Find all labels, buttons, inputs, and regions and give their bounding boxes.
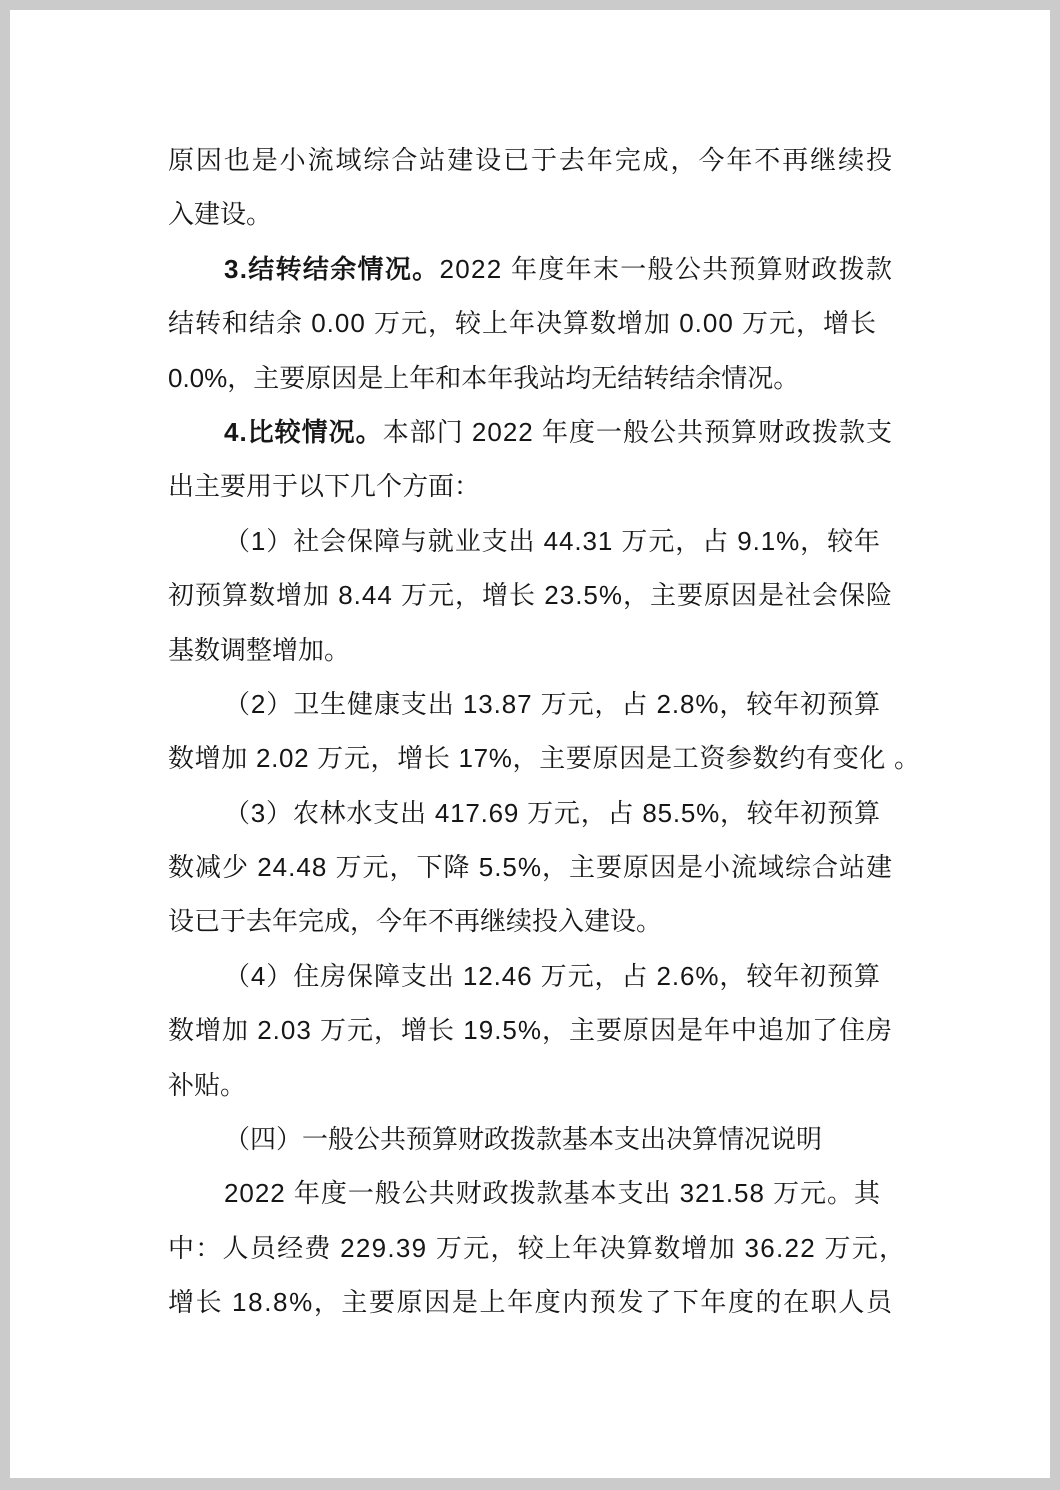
text-line — [168, 1166, 920, 1220]
text-line — [168, 840, 920, 894]
line-text: （4）住房保障支出 12.46 万元，占 2.6%，较年初预算 — [224, 960, 881, 991]
text-line — [168, 514, 920, 568]
section-heading: 4.比较情况。 — [224, 416, 383, 447]
line-text: 补贴。 — [168, 1069, 247, 1100]
text-line — [168, 949, 920, 1003]
text-line — [168, 242, 920, 296]
text-line — [168, 405, 920, 459]
paragraph — [168, 786, 920, 949]
text-line — [168, 894, 920, 948]
text-line — [168, 351, 920, 405]
text-line — [168, 1003, 920, 1057]
section-title — [168, 1112, 920, 1166]
text-line — [168, 1275, 920, 1329]
line-text: 基数调整增加。 — [168, 634, 351, 665]
paragraph — [168, 949, 920, 1112]
line-text: 初预算数增加 8.44 万元，增长 23.5%，主要原因是社会保险 — [168, 580, 893, 611]
line-text: 出主要用于以下几个方面： — [168, 471, 481, 502]
line-content — [224, 405, 893, 459]
line-text: 设已于去年完成，今年不再继续投入建设。 — [168, 906, 663, 937]
line-text: （3）农林水支出 417.69 万元，占 85.5%，较年初预算 — [224, 797, 881, 828]
paragraph — [168, 1166, 920, 1329]
text-line — [168, 187, 920, 241]
line-text: 入建设。 — [168, 199, 273, 230]
paragraph — [168, 677, 920, 786]
line-text: 数增加 2.03 万元，增长 19.5%，主要原因是年中追加了住房 — [168, 1015, 893, 1046]
document-body — [168, 133, 920, 1330]
text-line — [168, 1221, 920, 1275]
line-text: （1）社会保障与就业支出 44.31 万元，占 9.1%，较年 — [224, 525, 881, 556]
line-text: （2）卫生健康支出 13.87 万元，占 2.8%，较年初预算 — [224, 688, 881, 719]
text-line — [168, 568, 920, 622]
line-text: 本部门 2022 年度一般公共预算财政拨款支 — [382, 416, 894, 447]
paragraph — [168, 514, 920, 677]
line-text: 数减少 24.48 万元，下降 5.5%，主要原因是小流域综合站建 — [168, 852, 893, 883]
line-text: 2022 年度一般公共财政拨款基本支出 321.58 万元。其 — [224, 1178, 881, 1209]
paragraph — [168, 405, 920, 514]
paragraph — [168, 242, 920, 405]
line-text: 原因也是小流域综合站建设已于去年完成，今年不再继续投 — [168, 145, 894, 175]
text-line — [168, 459, 920, 513]
line-text: （四）一般公共预算财政拨款基本支出决算情况说明 — [224, 1124, 823, 1155]
text-line — [168, 623, 920, 677]
line-text: 数增加 2.02 万元，增长 17%，主要原因是工资参数约有变化 。 — [168, 743, 921, 774]
document-page — [10, 10, 1050, 1478]
text-line — [168, 133, 920, 187]
line-text: 中：人员经费 229.39 万元，较上年决算数增加 36.22 万元， — [168, 1232, 907, 1263]
text-line — [168, 731, 920, 785]
paragraph — [168, 133, 920, 242]
line-content — [224, 242, 893, 296]
paragraph — [168, 1112, 920, 1166]
section-heading: 3.结转结余情况。 — [224, 253, 440, 284]
line-text: 增长 18.8%，主要原因是上年度内预发了下年度的在职人员 — [168, 1287, 894, 1318]
text-line — [168, 677, 920, 731]
line-text: 结转和结余 0.00 万元，较上年决算数增加 0.00 万元，增长 — [168, 308, 877, 339]
text-line — [168, 296, 920, 350]
text-line — [168, 786, 920, 840]
text-line — [168, 1058, 920, 1112]
line-text: 2022 年度年末一般公共预算财政拨款 — [439, 253, 894, 284]
line-text: 0.0%，主要原因是上年和本年我站均无结转结余情况。 — [168, 362, 800, 393]
